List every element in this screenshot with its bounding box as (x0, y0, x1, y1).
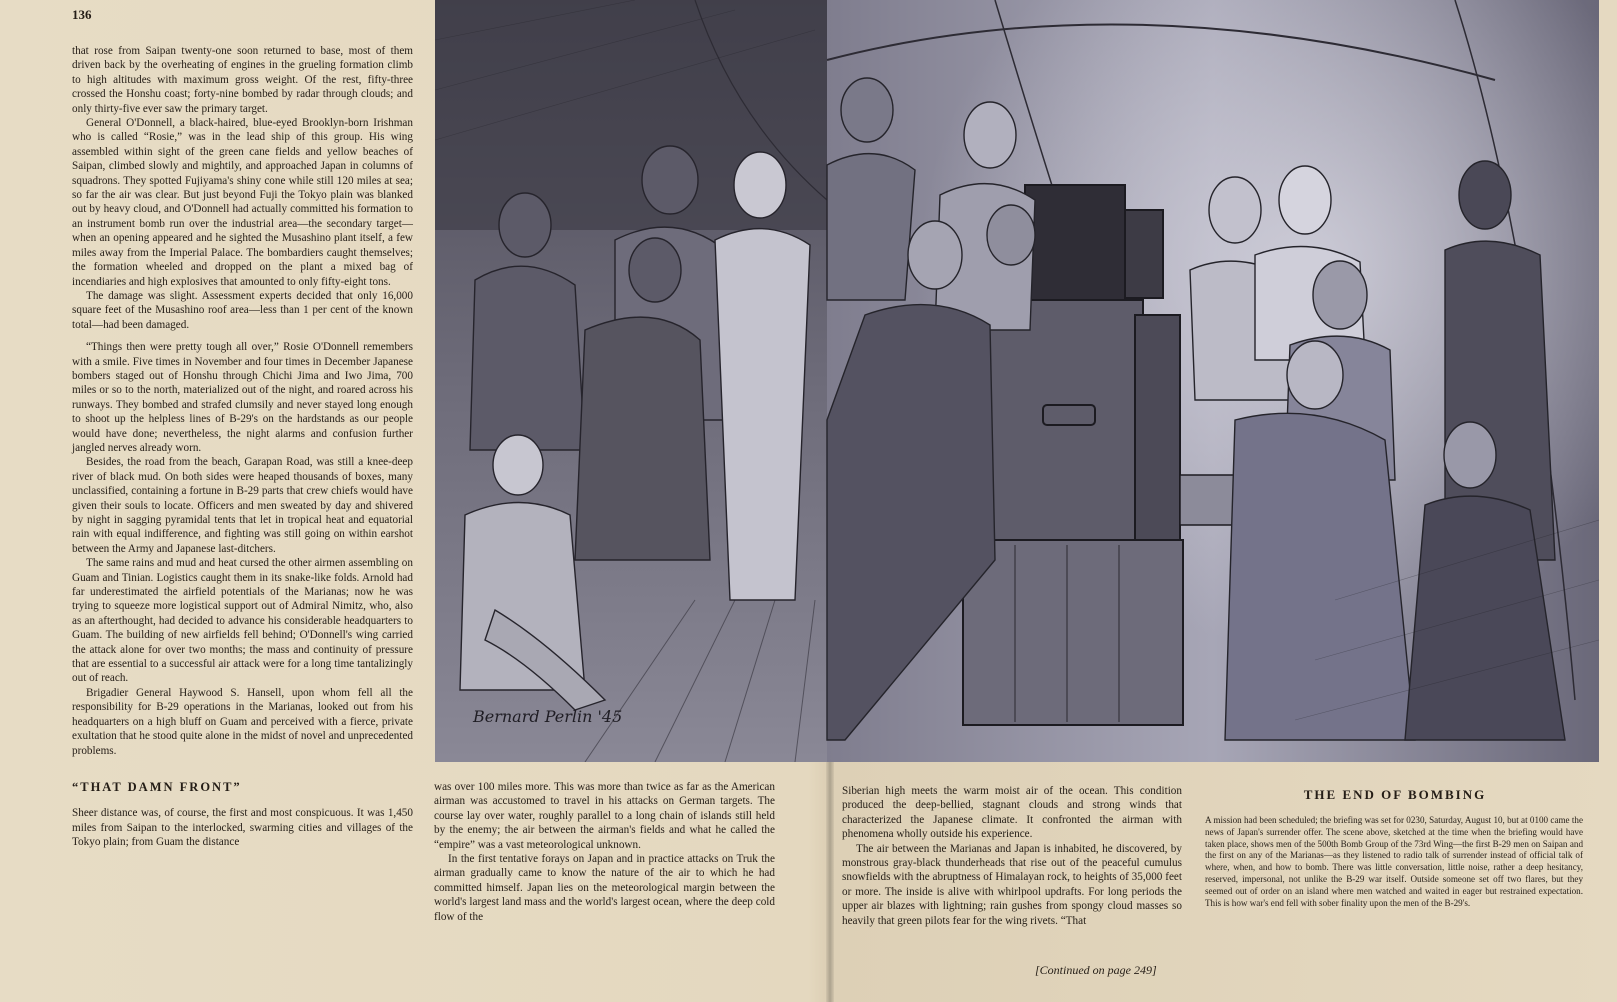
paragraph: The same rains and mud and heat cursed the other airmen assembling on Guam and Tinian. Logistics caught them in its snake-like folds. Arnold had far underestimated the airfield potentials of the Marianas; now he was trying to squeeze more logistical support out of Admiral Nimitz, who, also as an afterthought, had decided to advance his considerable headquarters to Guam. The building of new airfields fell behind; O'Donnell's wing carried the attack alone for over two months; the mass and continuity of pressure that are essential to a successful air attack were for a long time tantalizingly out of reach. (72, 557, 413, 685)
paragraph: Sheer distance was, of course, the first and most conspicuous. It was 1,450 miles from Saipan to the interlocked, swarming cities and villages of the Tokyo plain; from Guam the distance (72, 807, 413, 849)
illustration (435, 0, 1599, 762)
paragraph: Siberian high meets the warm moist air of the ocean. This condition produced the deep-bellied, stagnant clouds and strong winds that characterized the Japanese climate. It confronted the airman with phenomena wholly outside his experience. (842, 785, 1182, 841)
article-column-1 (72, 44, 413, 850)
illustration-heading: THE END OF BOMBING (1303, 787, 1487, 802)
paragraph: Besides, the road from the beach, Garapan Road, was still a knee-deep river of black mud. On both sides were heaped thousands of boxes, many unclassified, containing a fortune in B-29 parts that crew chiefs would have given their souls to locate. Officers and men sweated by day and shivered by night in sagging pyramidal tents that let in tropical heat and equatorial rain with equal indifference, and fighting was still going on within earshot between the Army and Japanese last-ditchers. (72, 456, 413, 555)
paragraph: The air between the Marianas and Japan is inhabited, he discovered, by monstrous gray-black thunderheads that rise out of the peaceful cumulus snowfields with the abruptness of Himalayan rock, to heights of 35,000 feet or more. The inside is alive with whirlpool updrafts. For long periods the upper air blazes with lightning; rain gushes from spongy cloud masses so heavily that green pilots fear for the wing rivets. “That (842, 842, 1182, 927)
page-number: 136 (72, 7, 92, 22)
paragraph: “Things then were pretty tough all over,” Rosie O'Donnell remembers with a smile. Five times in November and four times in December Japanese bombers staged out of Honshu through Chichi Jima and Iwo Jima, 700 miles or so to the north, materialized out of the night, and roared across his runways. They bombed and strafed clumsily and never stayed long enough to shoot up the helpless lines of B-29's on the hardstands as our people would have done; nevertheless, the night alarms and confusion further jangled nerves already worn. (72, 341, 413, 454)
section-subhead: “THAT DAMN FRONT” (72, 779, 242, 794)
paragraph: The damage was slight. Assessment experts decided that only 16,000 square feet of the Musashino roof area—less than 1 per cent of the known total—had been damaged. (72, 289, 413, 331)
artist-signature: Bernard Perlin '45 (473, 707, 623, 726)
paragraph: that rose from Saipan twenty-one soon returned to base, most of them driven back by the overheating of engines in the grueling formation climb to high altitudes with maximum gross weight. Of the rest, fifty-three crossed the Honshu coast; forty-nine bombed by radar through clouds; and only thirty-five ever saw the primary target. (72, 45, 413, 115)
continued-notice: [Continued on page 249] (1035, 963, 1157, 977)
illustration-artwork (435, 0, 1599, 762)
paragraph: was over 100 miles more. This was more than twice as far as the American airman was accustomed to travel in his attacks on German targets. The course lay over water, roughly parallel to a long chain of islands still held by the enemy; the air between the airman's fields and what he called the “empire” was a vast meteorological unknown. (434, 781, 775, 851)
paragraph: General O'Donnell, a black-haired, blue-eyed Brooklyn-born Irishman who is called “Rosie,” was in the lead ship of this group. His wing assembled within sight of the green cane fields and yellow beaches of Saipan, climbed slowly and mightily, and approached Japan in columns of squadrons. They spotted Fujiyama's shiny cone while still 120 miles at sea; so far the air was clear. But just beyond Fuji the Tokyo plain was blanked out by heavy cloud, and O'Donnell had actually committed his formation to an instrument bomb run over the industrial area—the secondary target—when an opening appeared and he sighted the Musashino plant itself, a few miles away from the Imperial Palace. The bombardiers caught themselves; the formation wheeled and dropped on the plant a mixed bag of incendiaries and high explosives that amounted to only fifty-eight tons. (72, 117, 413, 288)
paragraph: In the first tentative forays on Japan and in practice attacks on Truk the airman gradually came to know the nature of the air to which he had committed himself. Japan lies on the meteorological margin between the world's largest land mass and the world's largest ocean, where the deep cold flow of the (434, 853, 775, 923)
article-column-3 (842, 784, 1182, 928)
paragraph: Brigadier General Haywood S. Hansell, upon whom fell all the responsibility for B-29 operations in the Marianas, looked out from his headquarters on a high bluff on Guam and perceived with a fierce, private exultation that he stood quite alone in the midst of novel and unprecedented problems. (72, 686, 413, 757)
article-column-2 (434, 780, 775, 924)
illustration-caption: A mission had been scheduled; the briefing was set for 0230, Saturday, August 10, but at 0100 came the news of Japan's surrender offer. The scene above, sketched at the time when the briefing would have taken place, shows men of the 500th Bomb Group of the 73rd Wing—the first B-29 men on Saipan and the first on any of the Marianas—as they listened to radio talk of surrender instead of official talk of where, when, and how to bomb. There was little conversation, little noise, rather a deep hesitancy, reserved, impersonal, not unlike the B-29 war itself. Outside someone set off two flares, but they seemed out of order on an island where men watched and waited in eager but restrained expectation. This is how war's end fell with sober finality upon the men of the B-29's. (1205, 815, 1583, 908)
